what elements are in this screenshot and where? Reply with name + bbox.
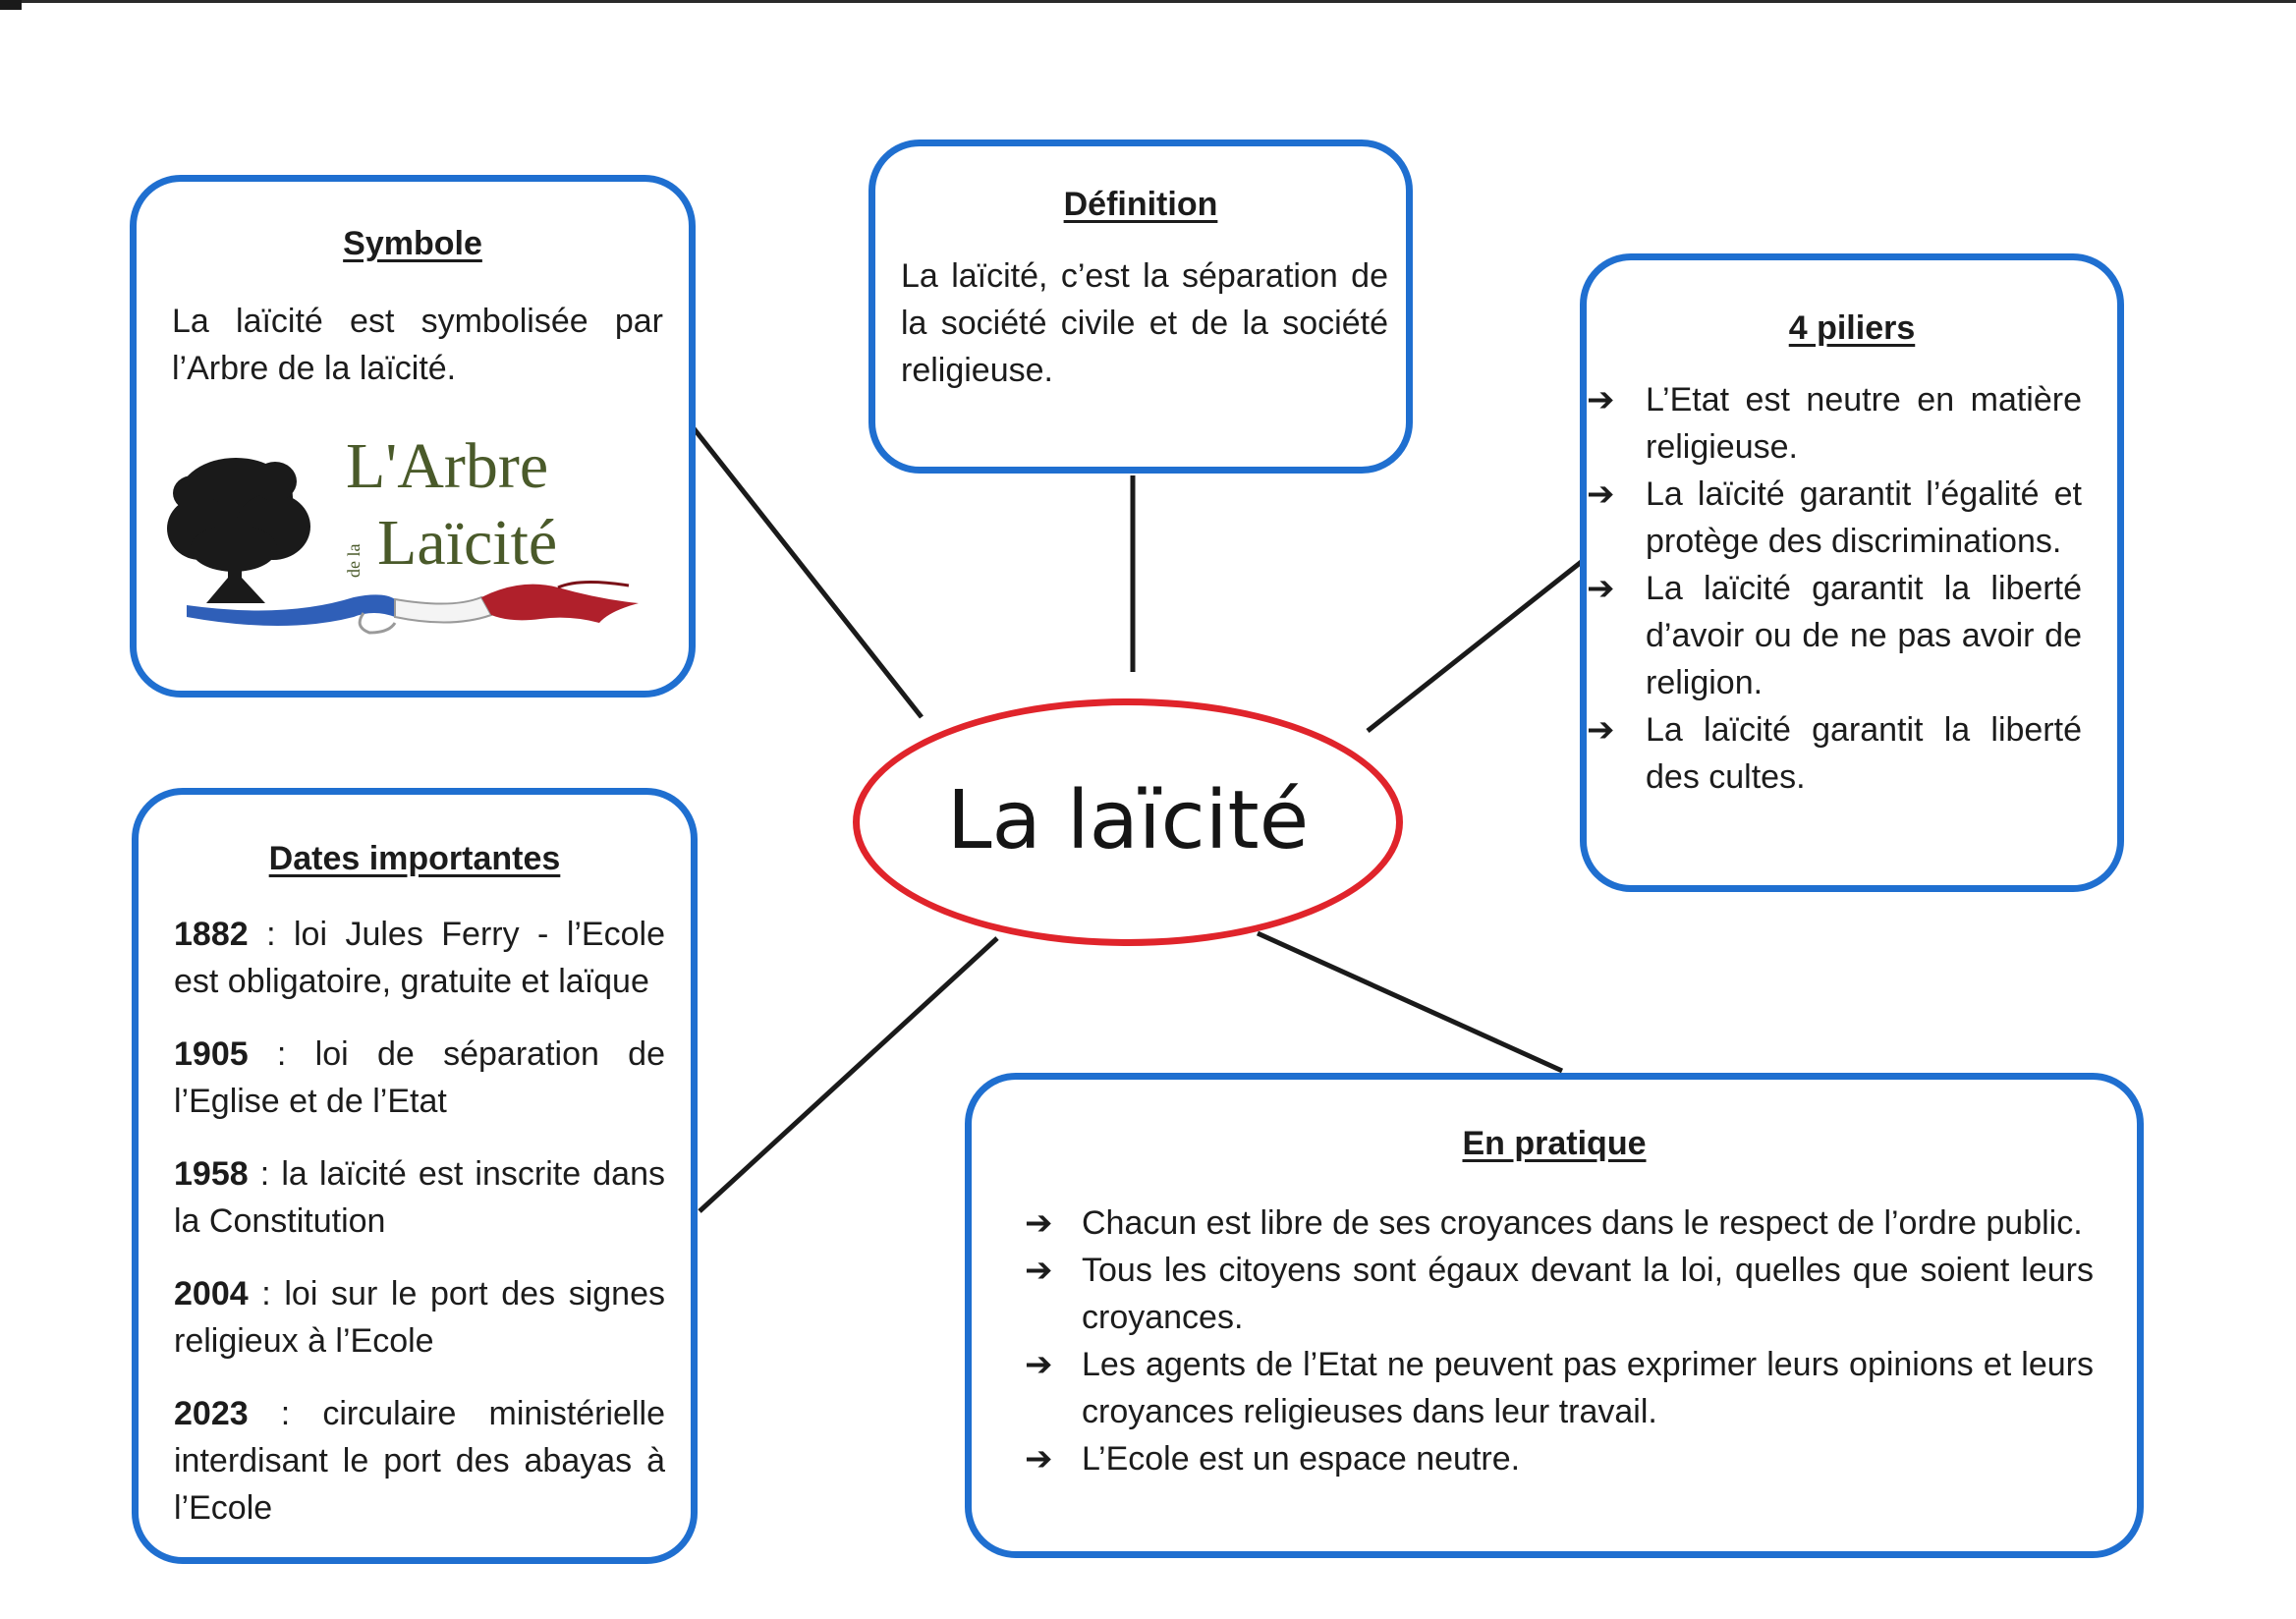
list-item bbox=[1587, 471, 2082, 565]
date-year: 1882 bbox=[174, 916, 249, 953]
symbole-title: Symbole bbox=[343, 225, 482, 262]
date-text: : loi sur le port des signes religieux à l’Ecole bbox=[174, 1275, 665, 1360]
dates-title: Dates importantes bbox=[268, 840, 561, 877]
arbre-laicite-logo bbox=[167, 430, 658, 637]
list-item-text: La laïcité garantit la liberté d’avoir ou de ne pas avoir de religion. bbox=[1646, 570, 2082, 701]
logo-word-laicite: Laïcité bbox=[377, 507, 558, 579]
list-item bbox=[1025, 1341, 2094, 1435]
date-year: 2023 bbox=[174, 1395, 249, 1432]
pratique-title: En pratique bbox=[1462, 1125, 1647, 1162]
date-item bbox=[174, 1390, 665, 1532]
pratique-box bbox=[965, 1073, 2144, 1558]
right-arrow-icon: ➔ bbox=[1025, 1252, 1053, 1289]
logo-word-delala: de la bbox=[344, 543, 364, 578]
list-item-text: Tous les citoyens sont égaux devant la loi, quelles que soient leurs croyances. bbox=[1082, 1252, 2094, 1336]
date-item bbox=[174, 1150, 665, 1245]
list-item-text: L’Ecole est un espace neutre. bbox=[1082, 1440, 1521, 1478]
list-item bbox=[1025, 1200, 2094, 1247]
connector-dates bbox=[700, 938, 997, 1211]
list-item-text: Chacun est libre de ses croyances dans le respect de l’ordre public. bbox=[1082, 1204, 2083, 1242]
date-item bbox=[174, 911, 665, 1005]
date-text: : loi de séparation de l’Eglise et de l’Etat bbox=[174, 1035, 665, 1120]
dates-list bbox=[174, 911, 665, 1557]
date-text: : loi Jules Ferry - l’Ecole est obligatoire, gratuite et laïque bbox=[174, 916, 665, 1000]
piliers-title: 4 piliers bbox=[1788, 309, 1916, 347]
right-arrow-icon: ➔ bbox=[1025, 1346, 1053, 1383]
list-item-text: L’Etat est neutre en matière religieuse. bbox=[1646, 381, 2082, 466]
ribbon-icon bbox=[187, 582, 639, 633]
right-arrow-icon: ➔ bbox=[1025, 1440, 1053, 1478]
central-concept-ellipse bbox=[853, 698, 1403, 946]
list-item bbox=[1587, 706, 2082, 801]
list-item-text: Les agents de l’Etat ne peuvent pas exprimer leurs opinions et leurs croyances religieuses dans leur travail. bbox=[1082, 1346, 2094, 1430]
list-item bbox=[1587, 565, 2082, 706]
pratique-list bbox=[1025, 1200, 2094, 1482]
definition-box bbox=[868, 140, 1413, 474]
date-item bbox=[174, 1031, 665, 1125]
date-year: 1958 bbox=[174, 1155, 249, 1193]
date-item bbox=[174, 1270, 665, 1365]
definition-title: Définition bbox=[1063, 186, 1218, 223]
date-year: 2004 bbox=[174, 1275, 249, 1312]
right-arrow-icon: ➔ bbox=[1025, 1204, 1053, 1242]
piliers-list bbox=[1587, 376, 2082, 801]
list-item bbox=[1025, 1247, 2094, 1341]
right-arrow-icon: ➔ bbox=[1587, 475, 1615, 513]
symbole-text: La laïcité est symbolisée par l’Arbre de la laïcité. bbox=[172, 303, 663, 387]
tree-icon bbox=[167, 458, 310, 603]
list-item-text: La laïcité garantit la liberté des cultes. bbox=[1646, 711, 2082, 796]
date-text: : la laïcité est inscrite dans la Constitution bbox=[174, 1155, 665, 1240]
right-arrow-icon: ➔ bbox=[1587, 711, 1615, 749]
definition-text: La laïcité, c’est la séparation de la société civile et de la société religieuse. bbox=[901, 257, 1388, 389]
central-concept-label: La laïcité bbox=[946, 774, 1310, 867]
list-item-text: La laïcité garantit l’égalité et protège des discriminations. bbox=[1646, 475, 2082, 560]
list-item bbox=[1587, 376, 2082, 471]
connector-piliers bbox=[1368, 560, 1584, 731]
right-arrow-icon: ➔ bbox=[1587, 570, 1615, 607]
connector-pratique bbox=[1258, 933, 1562, 1071]
piliers-box bbox=[1580, 253, 2124, 892]
logo-word-arbre: L'Arbre bbox=[346, 430, 549, 502]
dates-box bbox=[132, 788, 698, 1564]
date-year: 1905 bbox=[174, 1035, 249, 1073]
connector-symbole bbox=[694, 428, 922, 717]
right-arrow-icon: ➔ bbox=[1587, 381, 1615, 419]
list-item bbox=[1025, 1435, 2094, 1482]
date-text: : circulaire ministérielle interdisant le port des abayas à l’Ecole bbox=[174, 1395, 665, 1527]
